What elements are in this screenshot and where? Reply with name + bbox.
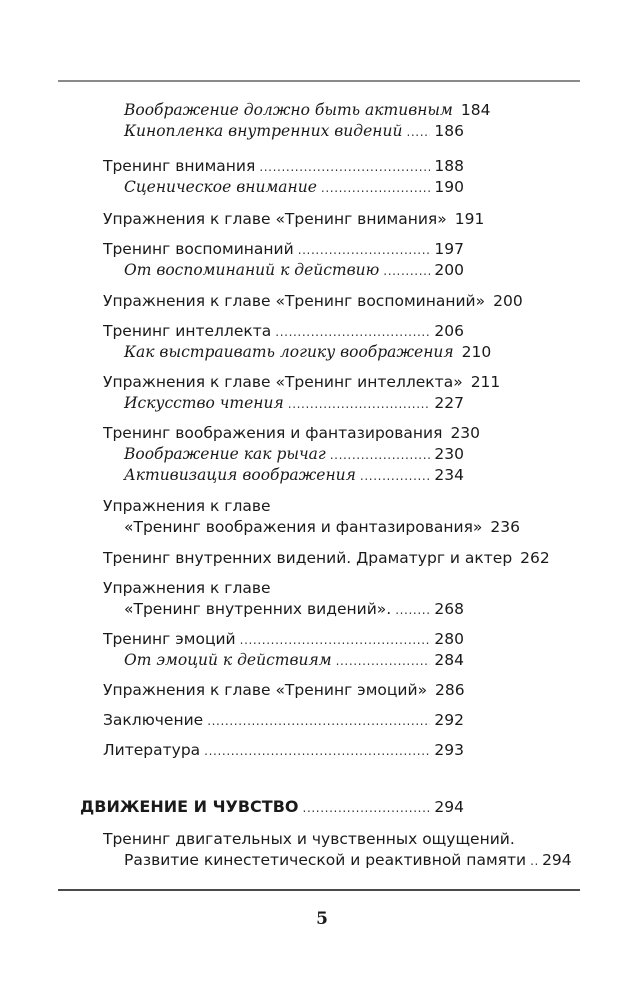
toc-entry-title: Искусство чтения bbox=[124, 394, 284, 412]
toc-entry[interactable] bbox=[103, 292, 523, 310]
toc-entry[interactable] bbox=[124, 343, 492, 361]
leader-dots bbox=[336, 654, 431, 668]
leader-dots bbox=[406, 125, 430, 139]
leader-dots bbox=[395, 603, 430, 617]
toc-entry-page: 190 bbox=[434, 178, 464, 196]
toc-entry-title[interactable]: Упражнения к главе bbox=[103, 579, 271, 597]
toc-entry-page: 284 bbox=[434, 651, 464, 669]
toc-entry-page: 200 bbox=[493, 292, 523, 310]
toc-entry[interactable] bbox=[103, 630, 464, 648]
leader-dots bbox=[530, 854, 538, 868]
toc-entry[interactable] bbox=[124, 394, 464, 412]
toc-entry-page: 191 bbox=[454, 210, 485, 228]
leader-dots bbox=[204, 744, 430, 758]
toc-entry[interactable] bbox=[103, 210, 485, 228]
leader-dots bbox=[303, 801, 431, 815]
toc-entry-title: Активизация воображения bbox=[124, 466, 356, 484]
toc-entry-title: Тренинг воспоминаний bbox=[103, 240, 294, 258]
toc-entry-page: 294 bbox=[542, 851, 572, 869]
toc-entry-page: 186 bbox=[434, 122, 464, 140]
toc-entry-title[interactable]: Тренинг двигательных и чувственных ощущений. bbox=[103, 830, 515, 848]
toc-entry[interactable] bbox=[124, 651, 464, 669]
toc-entry-title: Сценическое внимание bbox=[124, 178, 317, 196]
toc-entry[interactable] bbox=[103, 424, 481, 442]
toc-entry-title: Тренинг эмоций bbox=[103, 630, 236, 648]
toc-entry-page: 211 bbox=[470, 373, 501, 391]
toc-entry[interactable] bbox=[124, 261, 464, 279]
leader-dots bbox=[259, 160, 430, 174]
toc-entry-title: Тренинг внимания bbox=[103, 157, 256, 175]
toc-entry-title: Упражнения к главе «Тренинг воспоминаний» bbox=[103, 292, 486, 310]
leader-dots bbox=[207, 714, 430, 728]
header-rule bbox=[58, 80, 580, 82]
toc-entry-page: 262 bbox=[520, 549, 550, 567]
toc-entry-page: 197 bbox=[434, 240, 464, 258]
toc-entry-page: 184 bbox=[460, 101, 491, 119]
toc-entry-title: Литература bbox=[103, 741, 201, 759]
toc-entry[interactable] bbox=[103, 240, 464, 258]
toc-entry-page: 230 bbox=[434, 445, 464, 463]
toc-entry-page: 188 bbox=[434, 157, 464, 175]
toc-entry-title: Тренинг внутренних видений. Драматург и актер bbox=[103, 549, 513, 567]
page-number: 5 bbox=[316, 909, 328, 929]
toc-entry-title: Упражнения к главе «Тренинг внимания» bbox=[103, 210, 447, 228]
toc-entry-page: 280 bbox=[434, 630, 464, 648]
toc-entry[interactable] bbox=[103, 322, 464, 340]
leader-dots bbox=[298, 243, 431, 257]
leader-dots bbox=[360, 469, 430, 483]
toc-entry[interactable] bbox=[124, 851, 572, 869]
toc-entry-page: 236 bbox=[490, 518, 520, 536]
toc-entry-page: 294 bbox=[434, 798, 464, 816]
footer-rule bbox=[58, 889, 580, 891]
toc-entry-title: Воображение должно быть активным bbox=[124, 101, 453, 119]
toc-entry-continuation: Развитие кинестетической и реактивной памяти bbox=[124, 851, 527, 869]
toc-entry-title: От эмоций к действиям bbox=[124, 651, 332, 669]
toc-entry[interactable] bbox=[103, 741, 464, 759]
toc-entry-page: 200 bbox=[434, 261, 464, 279]
toc-entry-page: 293 bbox=[434, 741, 464, 759]
toc-entry-continuation: «Тренинг внутренних видений». bbox=[124, 600, 392, 618]
toc-entry-title: Упражнения к главе «Тренинг интеллекта» bbox=[103, 373, 463, 391]
toc-entry[interactable] bbox=[124, 178, 464, 196]
toc-entry-continuation: «Тренинг воображения и фантазирования» bbox=[124, 518, 483, 536]
toc-entry[interactable] bbox=[103, 681, 464, 699]
toc-entry[interactable] bbox=[124, 445, 464, 463]
toc-entry[interactable] bbox=[124, 122, 464, 140]
toc-entry-title: Заключение bbox=[103, 711, 204, 729]
toc-entry[interactable] bbox=[103, 711, 464, 729]
toc-entry[interactable] bbox=[103, 157, 464, 175]
toc-entry-page: 268 bbox=[434, 600, 464, 618]
toc-entry-title: Упражнения к главе «Тренинг эмоций» bbox=[103, 681, 428, 699]
toc-entry-page: 230 bbox=[450, 424, 481, 442]
toc-section-title: ДВИЖЕНИЕ И ЧУВСТВО bbox=[80, 797, 299, 816]
toc-entry-page: 286 bbox=[435, 681, 465, 699]
toc-entry-title[interactable]: Упражнения к главе bbox=[103, 497, 271, 515]
toc-entry[interactable] bbox=[124, 466, 464, 484]
toc-section-entry[interactable] bbox=[80, 797, 464, 816]
leader-dots bbox=[288, 397, 431, 411]
toc-entry[interactable] bbox=[103, 549, 550, 567]
toc-entry-page: 210 bbox=[461, 343, 492, 361]
toc-entry-page: 292 bbox=[434, 711, 464, 729]
leader-dots bbox=[321, 181, 431, 195]
toc-entry[interactable] bbox=[124, 600, 464, 618]
toc-entry-page: 234 bbox=[434, 466, 464, 484]
toc-entry[interactable] bbox=[103, 373, 501, 391]
leader-dots bbox=[383, 264, 430, 278]
leader-dots bbox=[330, 448, 431, 462]
leader-dots bbox=[240, 633, 431, 647]
toc-entry[interactable] bbox=[124, 101, 491, 119]
toc-entry-title: Воображение как рычаг bbox=[124, 445, 326, 463]
toc-entry-title: Кинопленка внутренних видений bbox=[124, 122, 403, 140]
leader-dots bbox=[275, 325, 430, 339]
toc-entry-title: Тренинг воображения и фантазирования bbox=[103, 424, 443, 442]
toc-entry-page: 227 bbox=[434, 394, 464, 412]
toc-entry-title: От воспоминаний к действию bbox=[124, 261, 380, 279]
toc-entry-title: Как выстраивать логику воображения bbox=[124, 343, 454, 361]
toc-entry-title: Тренинг интеллекта bbox=[103, 322, 272, 340]
toc-entry[interactable] bbox=[124, 518, 520, 536]
toc-entry-page: 206 bbox=[434, 322, 464, 340]
